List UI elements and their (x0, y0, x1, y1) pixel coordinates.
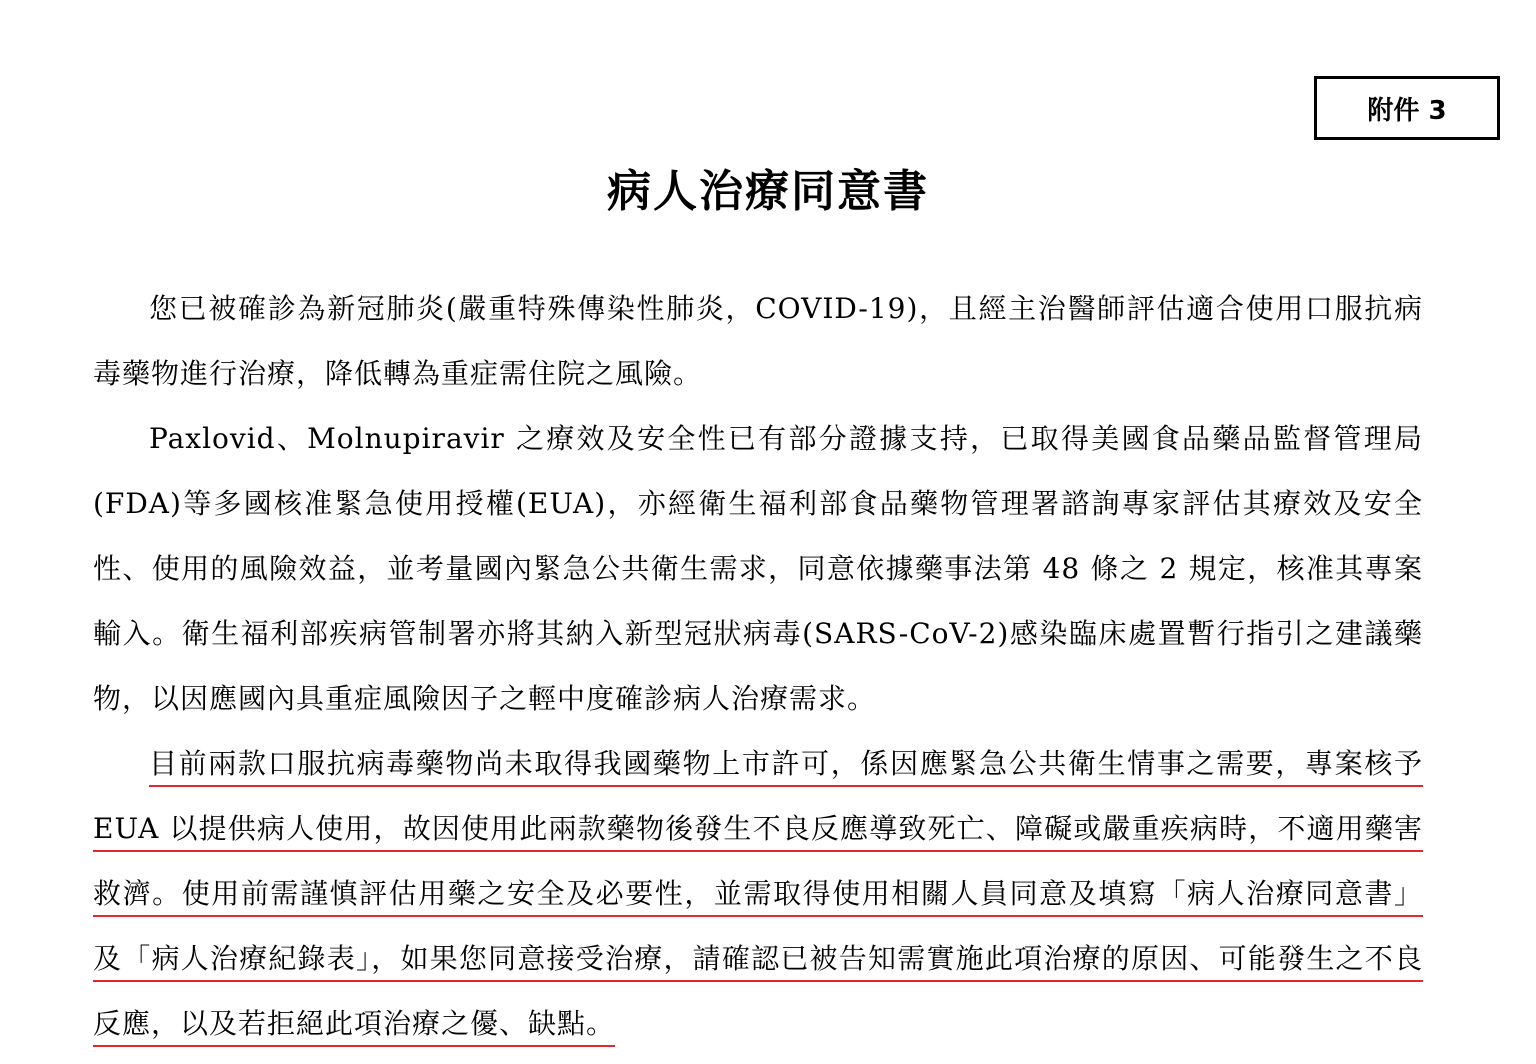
paragraph-drug-approval: Paxlovid、Molnupiravir 之療效及安全性已有部分證據支持，已取得美國食品藥品監督管理局(FDA)等多國核准緊急使用授權(EUA)，亦經衛生福利部食品藥物管理署諮詢專家評估其療效及安全性、使用的風險效益，並考量國內緊急公共衛生需求，同意依據藥事法第 48 條之 2 規定，核准其專案輸入。衛生福利部疾病管制署亦將其納入新型冠狀病毒(SARS-CoV-2)感染臨床處置暫行指引之建議藥物，以因應國內具重症風險因子之輕中度確診病人治療需求。 (93, 422, 1423, 715)
document-body (93, 276, 1423, 1056)
paragraph-diagnosis: 您已被確診為新冠肺炎(嚴重特殊傳染性肺炎，COVID-19)，且經主治醫師評估適合使用口服抗病毒藥物進行治療，降低轉為重症需住院之風險。 (93, 292, 1423, 390)
attachment-label: 附件 3 (1367, 95, 1447, 126)
paragraph-risk-notice: 目前兩款口服抗病毒藥物尚未取得我國藥物上市許可，係因應緊急公共衛生情事之需要，專案核予 EUA 以提供病人使用，故因使用此兩款藥物後發生不良反應導致死亡、障礙或嚴重疾病時，不適用藥害救濟。使用前需謹慎評估用藥之安全及必要性，並需取得使用相關人員同意及填寫「病人治療同意書」及「病人治療紀錄表」，如果您同意接受治療，請確認已被告知需實施此項治療的原因、可能發生之不良反應，以及若拒絕此項治療之優、缺點。 (93, 747, 1423, 1040)
attachment-label-box (1314, 76, 1500, 140)
document-title: 病人治療同意書 (607, 166, 929, 217)
